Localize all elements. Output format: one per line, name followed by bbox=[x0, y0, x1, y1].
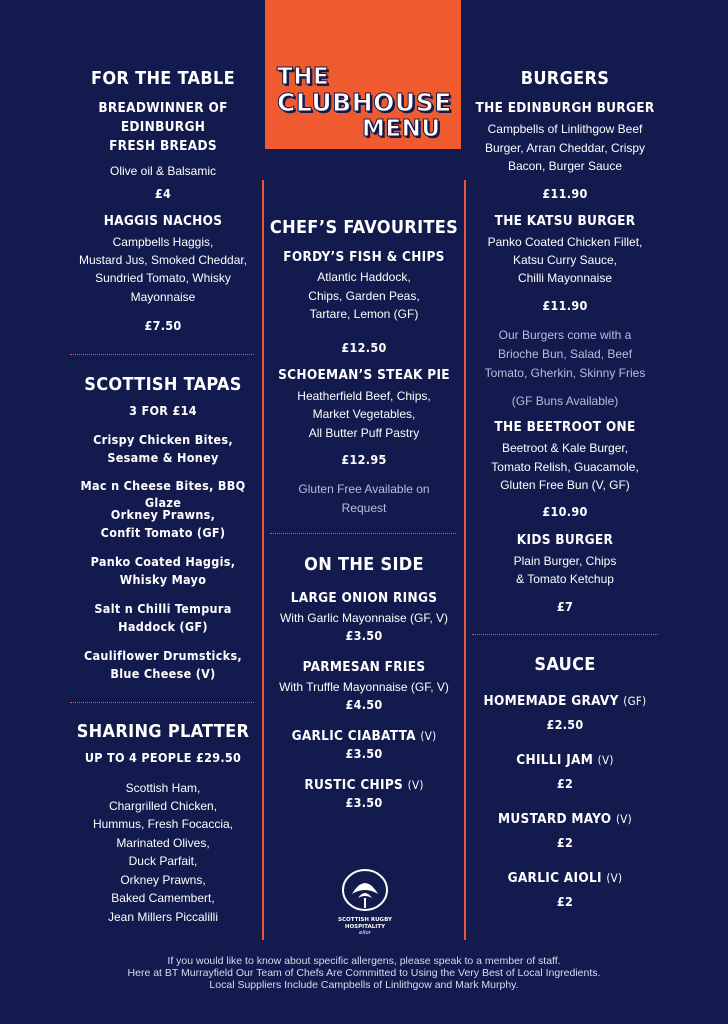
item-name: GARLIC AIOLI bbox=[507, 870, 602, 886]
tapas-item: Mac n Cheese Bites, BBQ Glaze bbox=[80, 478, 246, 510]
item-title: FRESH BREADS bbox=[109, 138, 217, 154]
item-price: £3.50 bbox=[345, 628, 383, 643]
platter-line: Hummus, Fresh Focaccia, bbox=[92, 817, 234, 831]
footer-suppliers: Local Suppliers Include Campbells of Linlithgow and Mark Murphy. bbox=[209, 979, 519, 991]
burger-note: Tomato, Gherkin, Skinny Fries bbox=[484, 366, 646, 380]
footer-ingredients: Here at BT Murrayfield Our Team of Chefs Are Committed to Using the Very Best of Local Ingredients. bbox=[127, 967, 601, 979]
thistle-icon bbox=[330, 868, 400, 912]
item-title: THE EDINBURGH BURGER bbox=[475, 100, 655, 116]
item-title bbox=[474, 692, 656, 710]
section-title-side: ON THE SIDE bbox=[304, 554, 424, 575]
item-name: HOMEMADE GRAVY bbox=[483, 693, 619, 709]
item-price: £2 bbox=[556, 894, 574, 909]
logo-line-2: CLUBHOUSE bbox=[277, 88, 452, 117]
item-price: £12.50 bbox=[341, 340, 387, 355]
tapas-item: Panko Coated Haggis, bbox=[90, 554, 236, 569]
item-description: & Tomato Ketchup bbox=[516, 572, 614, 586]
logo-line-1: THE bbox=[277, 64, 330, 90]
item-description: Mayonnaise bbox=[130, 290, 196, 304]
divider-left bbox=[262, 180, 264, 940]
item-description: Gluten Free Bun (V, GF) bbox=[500, 478, 630, 492]
item-name: MUSTARD MAYO bbox=[497, 811, 612, 827]
item-title: HAGGIS NACHOS bbox=[103, 213, 223, 229]
item-description: Campbells Haggis, bbox=[112, 235, 214, 249]
tapas-item: Salt n Chilli Tempura bbox=[94, 601, 232, 616]
item-description: Burger, Arran Cheddar, Crispy bbox=[484, 141, 646, 155]
item-description: Chips, Garden Peas, bbox=[308, 289, 420, 303]
item-tag: (GF) bbox=[623, 694, 647, 708]
platter-line: Scottish Ham, bbox=[125, 781, 201, 795]
dotted-separator bbox=[70, 702, 254, 703]
item-price: £11.90 bbox=[542, 186, 588, 201]
item-price: £3.50 bbox=[345, 795, 383, 810]
item-tag: (V) bbox=[597, 753, 614, 767]
tapas-item: Confit Tomato (GF) bbox=[100, 525, 226, 540]
item-description: Market Vegetables, bbox=[312, 407, 416, 421]
section-title-chefs: CHEF’S FAVOURITES bbox=[269, 217, 459, 238]
footer-allergens: If you would like to know about specific allergens, please speak to a member of staff. bbox=[167, 955, 561, 967]
dotted-separator bbox=[70, 354, 254, 355]
tapas-item: Orkney Prawns, bbox=[110, 507, 216, 522]
item-tag: (V) bbox=[407, 778, 424, 792]
item-description: Sundried Tomato, Whisky bbox=[95, 271, 231, 285]
item-tag: (V) bbox=[615, 812, 633, 826]
item-title: EDINBURGH bbox=[120, 119, 206, 135]
divider-right bbox=[464, 180, 466, 940]
item-description: Olive oil & Balsamic bbox=[109, 164, 217, 178]
scottish-rugby-crest-logo bbox=[330, 868, 400, 938]
platter-line: Orkney Prawns, bbox=[120, 873, 206, 887]
gluten-free-note: Request bbox=[341, 501, 387, 515]
item-price: £7.50 bbox=[144, 318, 182, 333]
section-title-for-the-table: FOR THE TABLE bbox=[90, 68, 236, 89]
item-description: Tartare, Lemon (GF) bbox=[309, 307, 419, 321]
item-price: £2 bbox=[556, 776, 574, 791]
section-title-sharing: SHARING PLATTER bbox=[76, 721, 250, 742]
item-title: FORDY’S FISH & CHIPS bbox=[283, 249, 445, 265]
section-title-burgers: BURGERS bbox=[520, 68, 610, 89]
item-title: LARGE ONION RINGS bbox=[290, 590, 438, 606]
dotted-separator bbox=[472, 634, 658, 635]
gf-buns-note: (GF Buns Available) bbox=[511, 394, 619, 408]
tapas-item: Cauliflower Drumsticks, bbox=[83, 648, 243, 663]
logo-line-3: MENU bbox=[362, 116, 441, 142]
item-title: THE BEETROOT ONE bbox=[494, 419, 636, 435]
item-description: Bacon, Burger Sauce bbox=[507, 159, 623, 173]
item-title bbox=[268, 776, 460, 794]
item-description: Plain Burger, Chips bbox=[513, 554, 617, 568]
item-price: £3.50 bbox=[345, 746, 383, 761]
burger-note: Our Burgers come with a bbox=[498, 328, 632, 342]
item-title: THE KATSU BURGER bbox=[494, 213, 636, 229]
logo-banner bbox=[265, 0, 461, 149]
item-title: PARMESAN FRIES bbox=[302, 659, 426, 675]
item-tag: (V) bbox=[420, 729, 437, 743]
gluten-free-note: Gluten Free Available on bbox=[298, 482, 430, 496]
item-price: £4.50 bbox=[345, 697, 383, 712]
item-description: Atlantic Haddock, bbox=[317, 270, 411, 284]
tapas-item: Whisky Mayo bbox=[119, 572, 207, 587]
item-title bbox=[474, 869, 656, 887]
item-title bbox=[474, 810, 656, 828]
item-price: £4 bbox=[154, 186, 172, 201]
item-title: SCHOEMAN’S STEAK PIE bbox=[278, 367, 450, 383]
item-price: £2 bbox=[556, 835, 574, 850]
item-description: Campbells of Linlithgow Beef bbox=[487, 122, 643, 136]
platter-line: Chargrilled Chicken, bbox=[108, 799, 218, 813]
dotted-separator bbox=[270, 533, 456, 534]
section-subtitle: UP TO 4 PEOPLE £29.50 bbox=[84, 750, 242, 765]
tapas-item: Sesame & Honey bbox=[107, 450, 219, 465]
crest-line: HOSPITALITY bbox=[344, 923, 386, 930]
item-description: Katsu Curry Sauce, bbox=[512, 253, 618, 267]
item-description: With Garlic Mayonnaise (GF, V) bbox=[279, 611, 449, 625]
item-price: £10.90 bbox=[542, 504, 588, 519]
item-price: £12.95 bbox=[341, 452, 387, 467]
item-title: BREADWINNER OF bbox=[98, 100, 228, 116]
platter-line: Duck Parfait, bbox=[128, 854, 198, 868]
tapas-item: Crispy Chicken Bites, bbox=[93, 432, 233, 447]
tapas-item: Haddock (GF) bbox=[118, 619, 208, 634]
item-description: Tomato Relish, Guacamole, bbox=[491, 460, 639, 474]
item-description: Chilli Mayonnaise bbox=[517, 271, 613, 285]
section-subtitle: 3 FOR £14 bbox=[129, 403, 197, 418]
platter-line: Jean Millers Piccalilli bbox=[107, 910, 219, 924]
item-name: CHILLI JAM bbox=[516, 752, 594, 768]
item-title bbox=[268, 727, 460, 745]
item-tag: (V) bbox=[606, 871, 623, 885]
crest-line: elior bbox=[358, 930, 372, 936]
tapas-item: Blue Cheese (V) bbox=[110, 666, 216, 681]
item-name: RUSTIC CHIPS bbox=[304, 777, 404, 793]
section-title-sauce: SAUCE bbox=[534, 654, 596, 675]
burger-note: Brioche Bun, Salad, Beef bbox=[497, 347, 633, 361]
item-price: £11.90 bbox=[542, 298, 588, 313]
section-title-tapas: SCOTTISH TAPAS bbox=[84, 374, 242, 395]
platter-line: Baked Camembert, bbox=[111, 891, 215, 905]
item-title: KIDS BURGER bbox=[516, 532, 614, 548]
item-description: Heatherfield Beef, Chips, bbox=[297, 389, 431, 403]
item-name: GARLIC CIABATTA bbox=[291, 728, 416, 744]
crest-line: SCOTTISH RUGBY bbox=[338, 917, 392, 923]
item-price: £7 bbox=[556, 599, 574, 614]
item-description: Mustard Jus, Smoked Cheddar, bbox=[78, 253, 248, 267]
item-description: Beetroot & Kale Burger, bbox=[501, 441, 629, 455]
platter-line: Marinated Olives, bbox=[116, 836, 210, 850]
item-description: Panko Coated Chicken Fillet, bbox=[487, 235, 643, 249]
item-title bbox=[474, 751, 656, 769]
item-description: With Truffle Mayonnaise (GF, V) bbox=[279, 680, 449, 694]
item-price: £2.50 bbox=[546, 717, 584, 732]
item-description: All Butter Puff Pastry bbox=[308, 426, 420, 440]
